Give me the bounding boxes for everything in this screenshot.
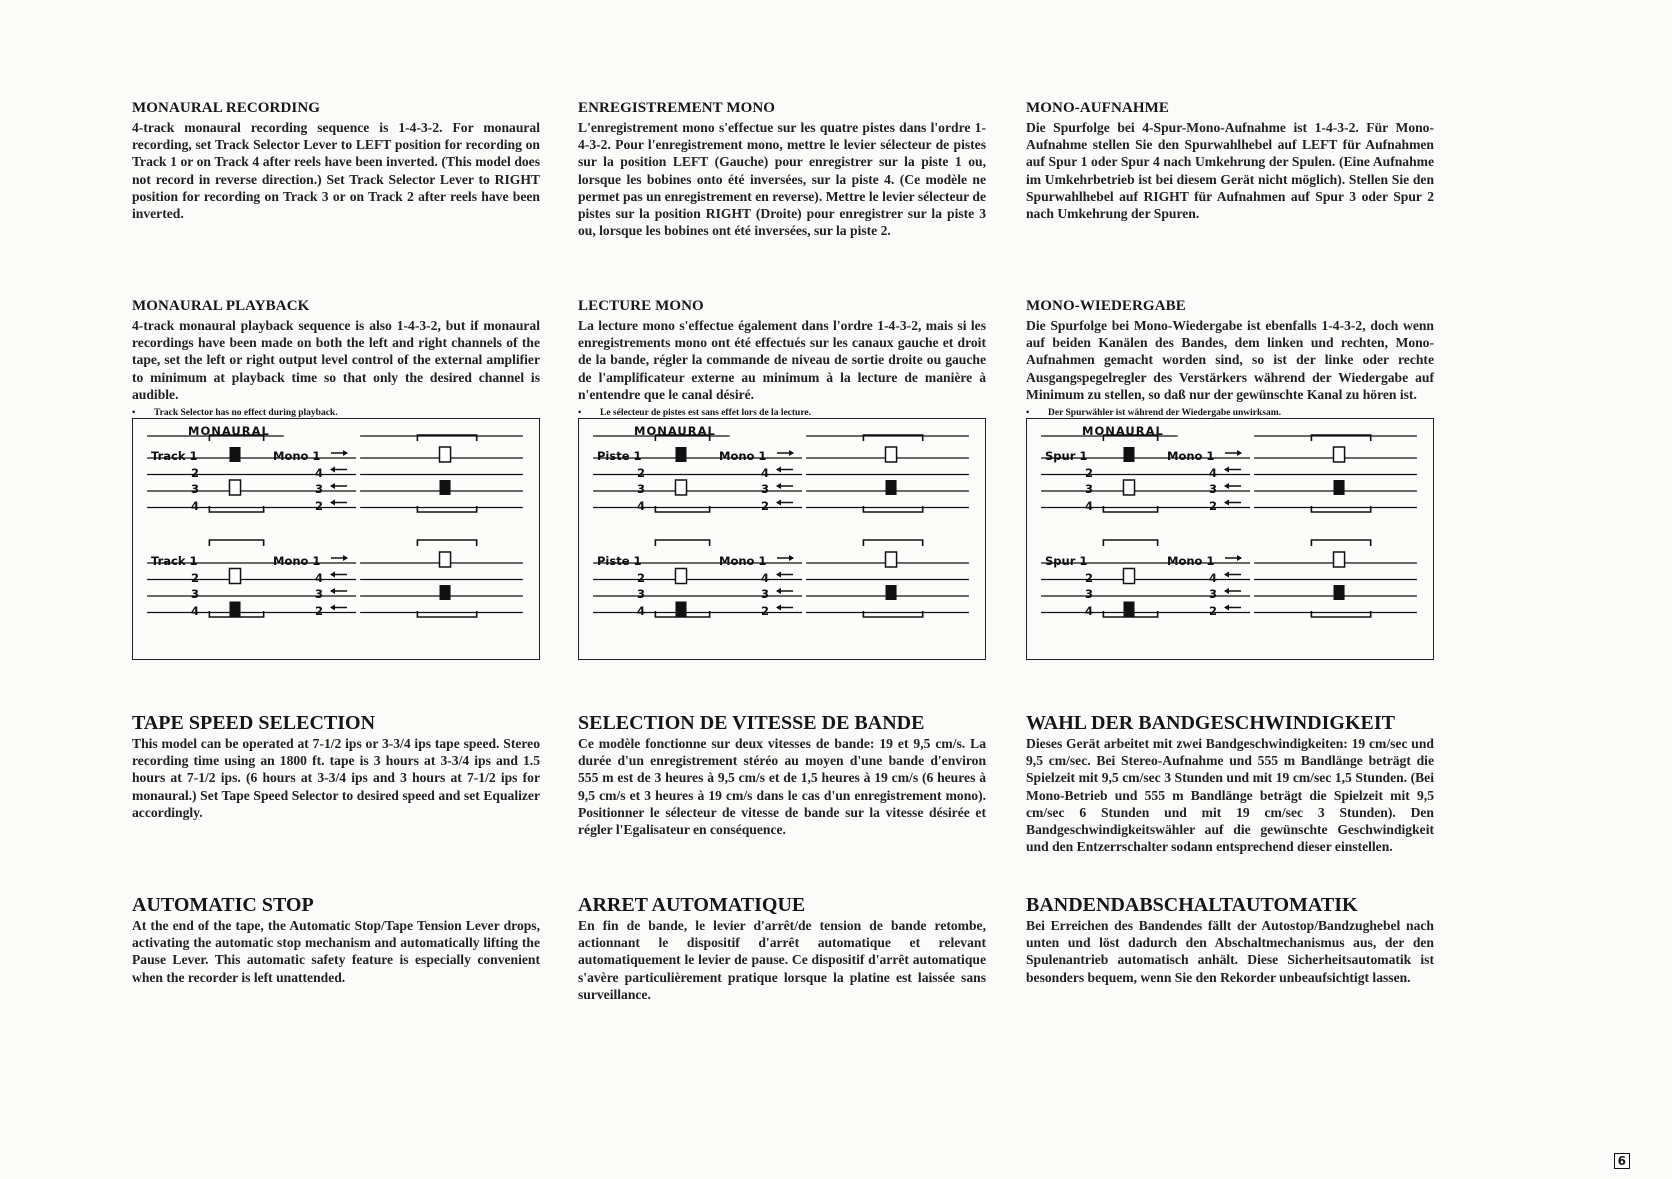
track-label: 3 xyxy=(1085,482,1094,496)
speed-heading: SELECTION DE VITESSE DE BANDE xyxy=(578,712,925,734)
head-gap-active xyxy=(886,585,897,600)
head-bracket xyxy=(1103,540,1157,546)
direction-arrow xyxy=(776,500,781,506)
recording-section xyxy=(578,100,986,239)
speed-section xyxy=(132,712,540,821)
head-gap-active xyxy=(1123,602,1134,617)
head-gap-active xyxy=(229,447,240,462)
mono-label: Mono 1 xyxy=(719,554,767,568)
recording-section xyxy=(1026,100,1434,222)
direction-arrow xyxy=(776,483,781,489)
playback-section xyxy=(132,298,540,420)
direction-arrow xyxy=(1224,588,1229,594)
playback-note-text: Der Spurwähler ist während der Wiedergabe unwirksam. xyxy=(1048,408,1282,419)
head-gap-active xyxy=(440,480,451,495)
mono-label: 3 xyxy=(1209,482,1218,496)
recording-text: L'enregistrement mono s'effectue sur les quatre pistes dans l'ordre 1-4-3-2. Pour l'enregistrement mono, mettre le levier sélecteur de pistes sur la position LEFT (Gauche) pour enregistrer sur la piste 1 ou, lorsque les bobines onto été inversées, sur la piste 4. (Ce modèle ne permet pas un enregistrement en reverse). Mettre le levier sélecteur de pistes sur la position RIGHT (Droite) pour enregistrer sur la piste 3 ou, lorsque les bobines ont été inversées, sur la piste 2. xyxy=(578,120,986,239)
head-gap xyxy=(886,447,897,462)
stop-text: At the end of the tape, the Automatic Stop/Tape Tension Lever drops, activating the automatic stop mechanism and automatically lifting the Pause Lever. This automatic safety feature is especially convenient when the recorder is left unattended. xyxy=(132,918,540,985)
track-label: 4 xyxy=(1085,604,1094,618)
speed-text: This model can be operated at 7-1/2 ips or 3-3/4 ips tape speed. Stereo recording time using an 1800 ft. tape is 3 hours at 3-3/4 ips and 1.5 hours at 7-1/2 ips. (6 hours at 3-3/4 ips and 3 hours at 7-1/2 ips for monaural.) Set Tape Speed Selector to desired speed and set Equalizer accordingly. xyxy=(132,736,540,820)
mono-label: 4 xyxy=(1209,466,1218,480)
stop-heading: AUTOMATIC STOP xyxy=(132,894,314,916)
mono-label: 4 xyxy=(761,571,770,585)
direction-arrow xyxy=(330,467,335,473)
column-english xyxy=(132,0,540,1179)
stop-section xyxy=(1026,894,1434,986)
mono-label: 4 xyxy=(1209,571,1218,585)
head-gap xyxy=(1123,569,1134,584)
direction-arrow xyxy=(776,572,781,578)
direction-arrow xyxy=(789,555,794,561)
head-bracket xyxy=(209,540,263,546)
mono-label: 2 xyxy=(761,604,770,618)
mono-label: Mono 1 xyxy=(1167,554,1215,568)
stop-section xyxy=(132,894,540,986)
head-gap-active xyxy=(1123,447,1134,462)
track-diagram-drawing xyxy=(1027,419,1433,659)
direction-arrow xyxy=(343,555,348,561)
head-gap xyxy=(675,480,686,495)
mono-label: 3 xyxy=(761,587,770,601)
speed-heading: WAHL DER BANDGESCHWINDIGKEIT xyxy=(1026,712,1395,734)
direction-arrow xyxy=(330,483,335,489)
track-diagram xyxy=(578,418,986,660)
stop-text: Bei Erreichen des Bandendes fällt der Autostop/Bandzughebel nach unten und löst dadurch den Abschaltmechanismus aus, der den Spulenantrieb automatisch anhält. Diese Sicherheitsautomatik ist besonders bequem, wenn Sie den Rekorder unbeaufsichtigt lassen. xyxy=(1026,918,1434,985)
direction-arrow xyxy=(776,467,781,473)
track-label: Spur 1 xyxy=(1045,449,1088,463)
track-diagram xyxy=(1026,418,1434,660)
playback-heading: MONO-WIEDERGABE xyxy=(1026,298,1186,314)
column-french xyxy=(578,0,986,1179)
track-label: 2 xyxy=(637,571,646,585)
mono-label: 3 xyxy=(315,482,324,496)
direction-arrow xyxy=(1224,605,1229,611)
head-gap xyxy=(1123,480,1134,495)
speed-section xyxy=(578,712,986,838)
track-label: 2 xyxy=(1085,466,1094,480)
recording-heading: MONAURAL RECORDING xyxy=(132,100,321,116)
mono-label: 2 xyxy=(315,499,324,513)
note-bullet: • xyxy=(1026,408,1030,419)
diagram-header-label: MONAURAL xyxy=(634,424,716,438)
mono-label: 4 xyxy=(315,571,324,585)
playback-section xyxy=(1026,298,1434,420)
head-gap xyxy=(229,569,240,584)
mono-label: Mono 1 xyxy=(273,554,321,568)
direction-arrow xyxy=(776,588,781,594)
note-bullet: • xyxy=(578,408,582,419)
track-label: 2 xyxy=(191,466,200,480)
direction-arrow xyxy=(789,450,794,456)
mono-label: 4 xyxy=(761,466,770,480)
head-gap xyxy=(440,552,451,567)
head-bracket xyxy=(863,540,922,546)
stop-heading: BANDENDABSCHALTAUTOMATIK xyxy=(1026,894,1358,916)
head-bracket xyxy=(1311,540,1370,546)
direction-arrow xyxy=(1224,572,1229,578)
column-german xyxy=(1026,0,1434,1179)
head-gap xyxy=(440,447,451,462)
track-label: 4 xyxy=(1085,499,1094,513)
track-label: 2 xyxy=(1085,571,1094,585)
head-gap-active xyxy=(886,480,897,495)
playback-note-text: Track Selector has no effect during playback. xyxy=(154,408,338,419)
track-label: 4 xyxy=(191,604,200,618)
head-gap xyxy=(1334,552,1345,567)
stop-section xyxy=(578,894,986,1003)
playback-text: Die Spurfolge bei Mono-Wiedergabe ist ebenfalls 1-4-3-2, doch wenn auf beiden Kanälen des Bandes, dem linken und rechten, Mono-Aufnahmen gemacht worden sind, so ist der linke oder rechte Ausgangspegelregler des Verstärkers während der Wiedergabe auf Minimum zu stellen, so daß nur der gewünschte Kanal zu hören ist. xyxy=(1026,318,1434,402)
recording-heading: ENREGISTREMENT MONO xyxy=(578,100,776,116)
head-gap-active xyxy=(1334,585,1345,600)
note-bullet: • xyxy=(132,408,136,419)
head-bracket xyxy=(417,540,476,546)
mono-label: Mono 1 xyxy=(1167,449,1215,463)
track-label: Spur 1 xyxy=(1045,554,1088,568)
track-label: 3 xyxy=(637,587,646,601)
head-gap xyxy=(675,569,686,584)
speed-text: Dieses Gerät arbeitet mit zwei Bandgeschwindigkeiten: 19 cm/sec und 9,5 cm/sec. Bei Stereo-Aufnahme und 555 m Bandlänge beträgt die Spielzeit mit 9,5 cm/sec 3 Stunden und mit 19 cm/sec 1,5 Stunden. (Bei Mono-Betrieb und 555 m Bandlänge beträgt die Spielzeit mit 9,5 cm/sec 6 Stunden und mit 19 cm/sec 3 Stunden). Den Bandgeschwindigkeitswähler auf die gewünschte Geschwindigkeit und den Entzerrschalter sodann entsprechend dieser einstellen. xyxy=(1026,736,1434,855)
stop-heading: ARRET AUTOMATIQUE xyxy=(578,894,806,916)
mono-label: Mono 1 xyxy=(273,449,321,463)
track-label: 3 xyxy=(191,482,200,496)
direction-arrow xyxy=(330,605,335,611)
mono-label: 3 xyxy=(761,482,770,496)
head-gap xyxy=(1334,447,1345,462)
mono-label: 2 xyxy=(315,604,324,618)
track-label: Piste 1 xyxy=(597,554,642,568)
track-label: 2 xyxy=(637,466,646,480)
recording-text: Die Spurfolge bei 4-Spur-Mono-Aufnahme ist 1-4-3-2. Für Mono-Aufnahme stellen Sie den Spurwahlhebel auf LEFT für Aufnahmen auf Spur 1 oder Spur 4 nach Umkehrung der Spulen. (Eine Aufnahme im Umkehrbetrieb ist bei diesem Gerät nicht möglich). Stellen Sie den Spurwahlhebel auf RIGHT für Aufnahmen auf Spur 3 oder Spur 2 nach Umkehrung der Spuren. xyxy=(1026,120,1434,222)
playback-text: 4-track monaural playback sequence is also 1-4-3-2, but if monaural recordings have been made on both the left and right channels of the tape, set the left or right output level control of the external amplifier to minimum at playback time so that only the desired channel is audible. xyxy=(132,318,540,402)
recording-section xyxy=(132,100,540,222)
track-label: Track 1 xyxy=(151,554,198,568)
speed-section xyxy=(1026,712,1434,855)
direction-arrow xyxy=(343,450,348,456)
direction-arrow xyxy=(776,605,781,611)
mono-label: Mono 1 xyxy=(719,449,767,463)
head-gap-active xyxy=(1334,480,1345,495)
mono-label: 2 xyxy=(761,499,770,513)
speed-heading: TAPE SPEED SELECTION xyxy=(132,712,376,734)
playback-text: La lecture mono s'effectue également dans l'ordre 1-4-3-2, mais si les enregistrements mono ont été effectués sur les canaux gauche et droit de la bande, régler la commande de niveau de sortie droite ou gauche de l'amplificateur externe au minimum à la lecture de manière à n'entendre que le canal désiré. xyxy=(578,318,986,402)
diagram-header-label: MONAURAL xyxy=(188,424,270,438)
mono-label: 2 xyxy=(1209,499,1218,513)
track-label: 4 xyxy=(637,499,646,513)
track-label: 4 xyxy=(637,604,646,618)
track-label: 2 xyxy=(191,571,200,585)
direction-arrow xyxy=(1224,500,1229,506)
playback-heading: LECTURE MONO xyxy=(578,298,704,314)
track-label: 4 xyxy=(191,499,200,513)
track-label: 3 xyxy=(191,587,200,601)
track-label: 3 xyxy=(637,482,646,496)
mono-label: 3 xyxy=(1209,587,1218,601)
page-number: 6 xyxy=(1614,1153,1630,1169)
direction-arrow xyxy=(1237,450,1242,456)
head-gap xyxy=(229,480,240,495)
playback-heading: MONAURAL PLAYBACK xyxy=(132,298,310,314)
direction-arrow xyxy=(330,572,335,578)
track-label: 3 xyxy=(1085,587,1094,601)
recording-text: 4-track monaural recording sequence is 1-4-3-2. For monaural recording, set Track Selector Lever to LEFT position for recording on Track 1 or on Track 4 after reels have been inverted. (This model does not record in reverse direction.) Set Track Selector Lever to RIGHT position for recording on Track 3 or on Track 2 after reels have been inverted. xyxy=(132,120,540,222)
mono-label: 2 xyxy=(1209,604,1218,618)
playback-section xyxy=(578,298,986,420)
head-gap-active xyxy=(675,602,686,617)
track-label: Piste 1 xyxy=(597,449,642,463)
head-gap-active xyxy=(440,585,451,600)
mono-label: 3 xyxy=(315,587,324,601)
direction-arrow xyxy=(1224,467,1229,473)
track-label: Track 1 xyxy=(151,449,198,463)
stop-text: En fin de bande, le levier d'arrêt/de tension de bande retombe, actionnant le dispositif d'arrêt automatique et relevant automatiquement le levier de pause. Ce dispositif d'arrêt automatique s'avère particulièrement pratique lorsque la platine est laissée sans surveillance. xyxy=(578,918,986,1002)
track-diagram xyxy=(132,418,540,660)
direction-arrow xyxy=(330,588,335,594)
head-gap-active xyxy=(229,602,240,617)
mono-label: 4 xyxy=(315,466,324,480)
head-gap-active xyxy=(675,447,686,462)
direction-arrow xyxy=(1224,483,1229,489)
direction-arrow xyxy=(330,500,335,506)
playback-note-text: Le sélecteur de pistes est sans effet lors de la lecture. xyxy=(600,408,811,419)
recording-heading: MONO-AUFNAHME xyxy=(1026,100,1169,116)
diagram-header-label: MONAURAL xyxy=(1082,424,1164,438)
head-gap xyxy=(886,552,897,567)
direction-arrow xyxy=(1237,555,1242,561)
head-bracket xyxy=(655,540,709,546)
speed-text: Ce modèle fonctionne sur deux vitesses de bande: 19 et 9,5 cm/s. La durée d'un enregistrement stéréo au moyen d'une bande d'environ 555 m est de 3 heures à 9,5 cm/s et de 1,5 heures à 19 cm/s (6 heures à 9,5 cm/s et 3 heures à 19 cm/s dans le cas d'un enregistrement mono). Positionner le sélecteur de vitesse de bande sur la vitesse désirée et régler l'Egalisateur en conséquence. xyxy=(578,736,986,838)
